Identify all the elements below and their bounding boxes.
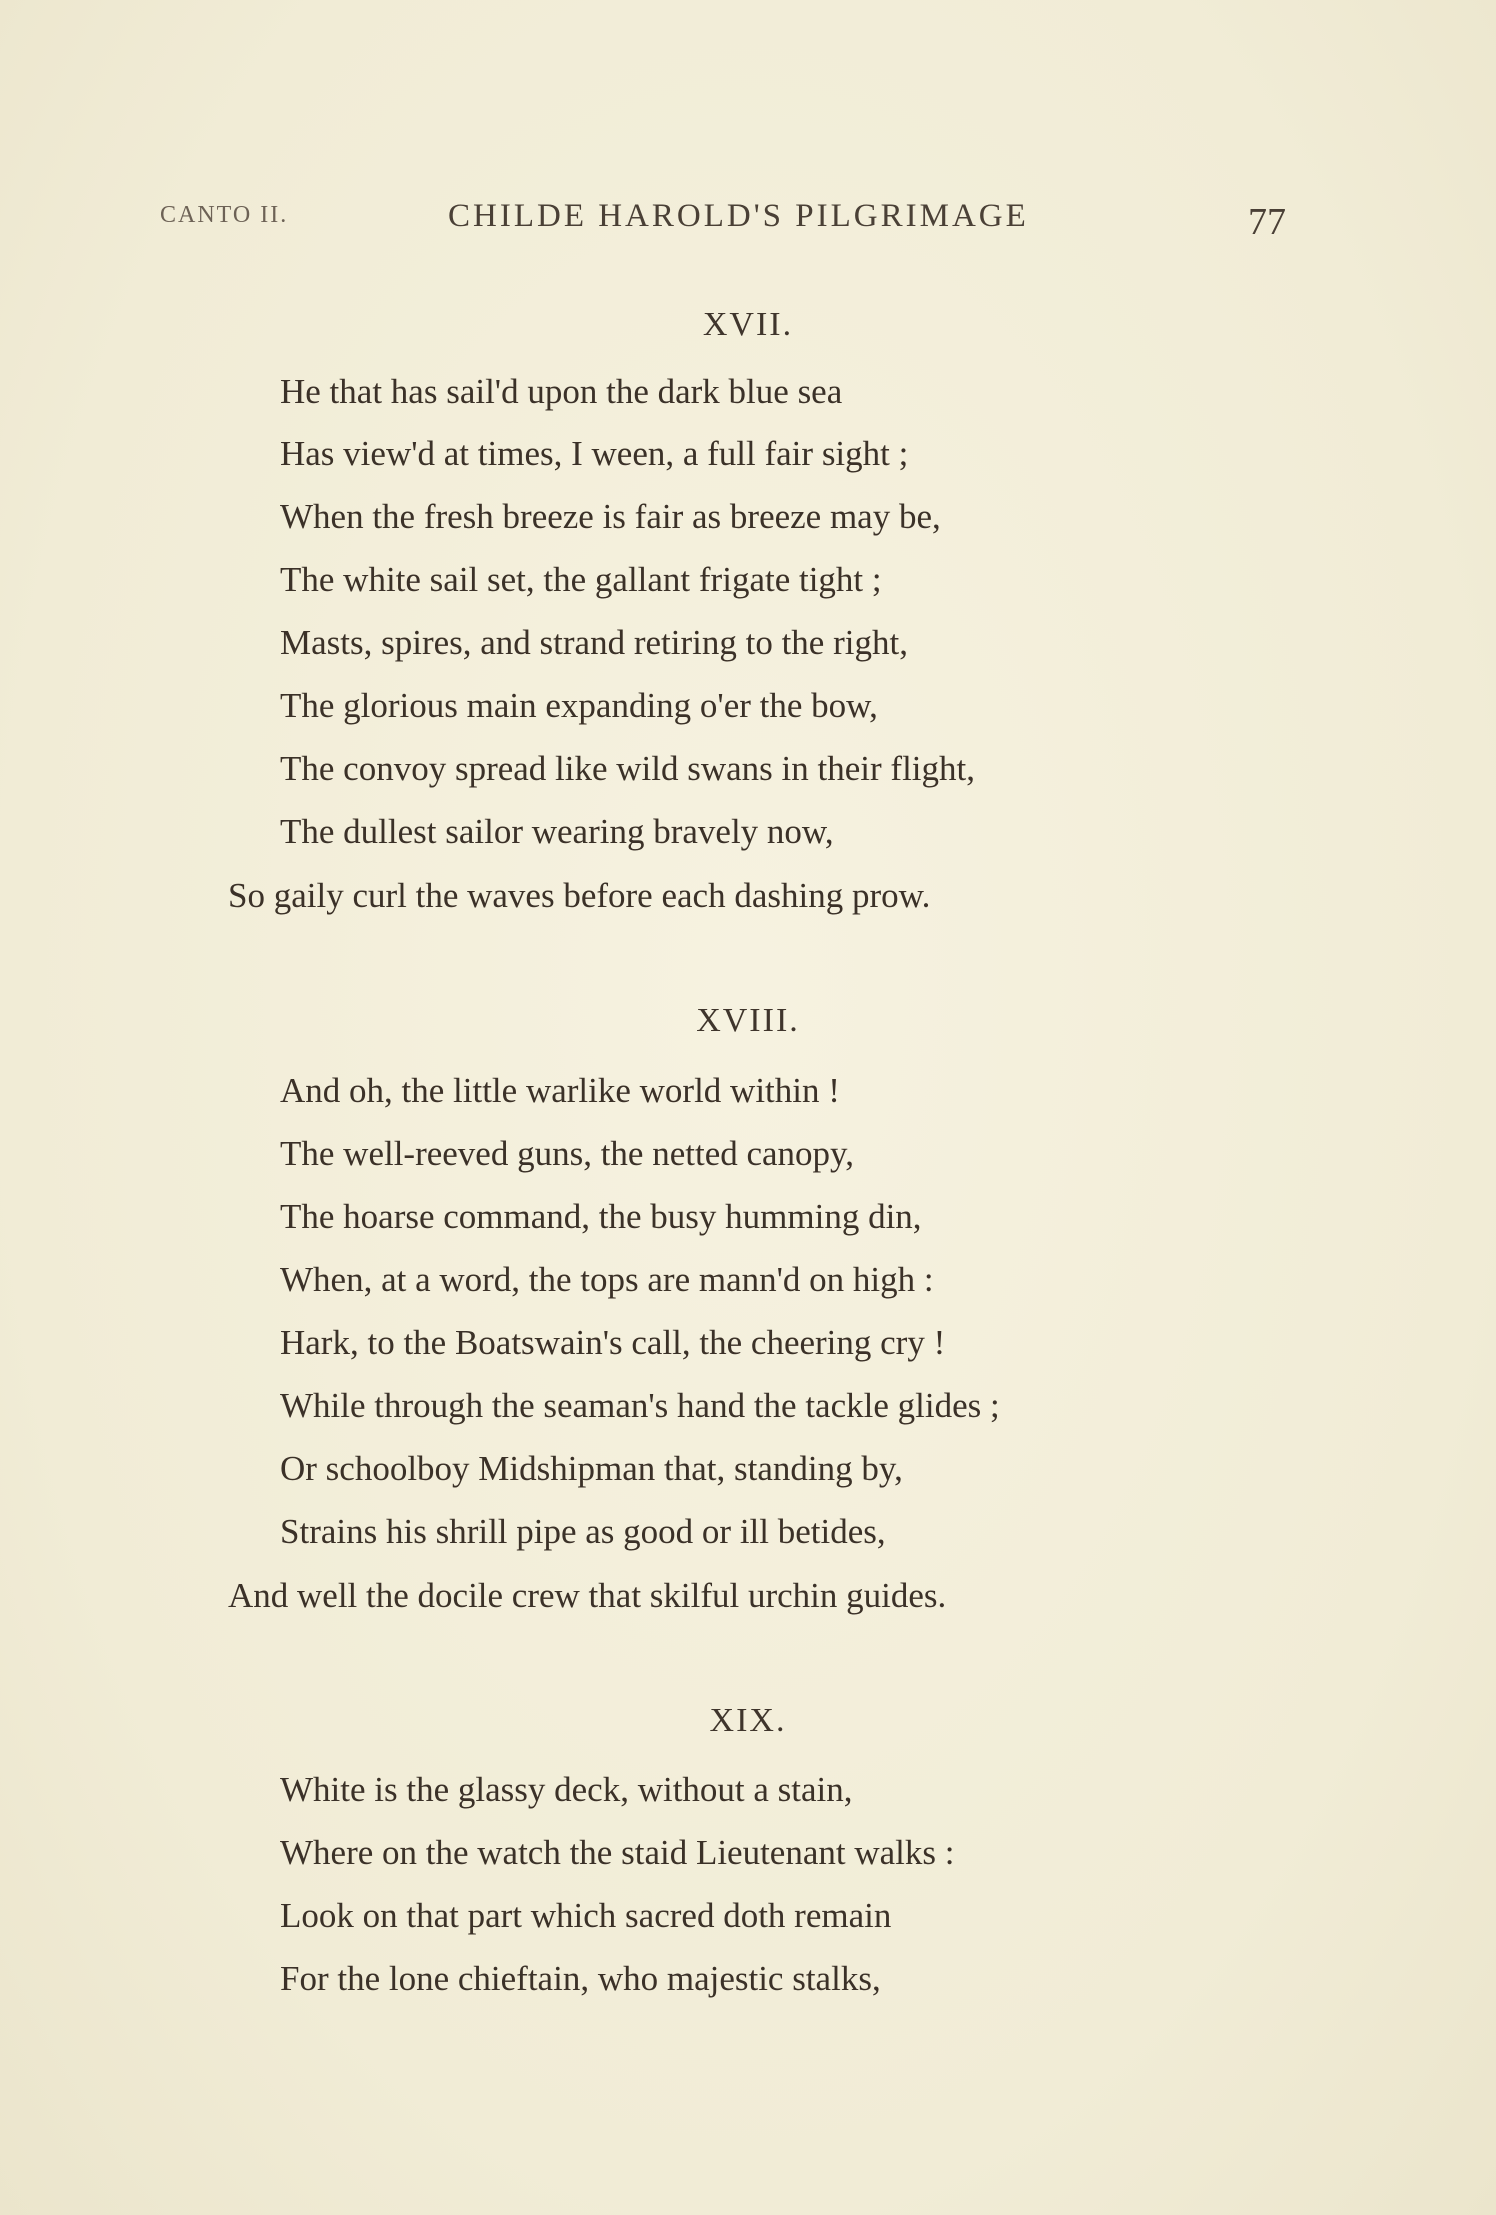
- verse-line: The well-reeved guns, the netted canopy,: [280, 1134, 855, 1173]
- canto-label: CANTO II.: [160, 202, 289, 228]
- verse-line: When the fresh breeze is fair as breeze may be,: [280, 497, 941, 536]
- verse-line: When, at a word, the tops are mann'd on high :: [280, 1260, 934, 1299]
- verse-line: And oh, the little warlike world within !: [280, 1071, 840, 1110]
- verse-line: He that has sail'd upon the dark blue sea: [280, 372, 843, 411]
- verse-line: Masts, spires, and strand retiring to the right,: [280, 623, 908, 662]
- verse-line: Look on that part which sacred doth remain: [280, 1896, 892, 1935]
- verse-line: So gaily curl the waves before each dashing prow.: [228, 876, 931, 915]
- verse-line: The hoarse command, the busy humming din,: [280, 1197, 922, 1236]
- stanza-number: XVII.: [702, 306, 794, 343]
- verse-line: Where on the watch the staid Lieutenant walks :: [280, 1833, 955, 1872]
- stanza-number: XVIII.: [696, 1002, 800, 1039]
- verse-line: The convoy spread like wild swans in their flight,: [280, 749, 975, 788]
- verse-line: For the lone chieftain, who majestic stalks,: [280, 1959, 881, 1998]
- verse-line: The glorious main expanding o'er the bow,: [280, 686, 878, 725]
- verse-line: The dullest sailor wearing bravely now,: [280, 812, 834, 851]
- verse-line: Hark, to the Boatswain's call, the cheering cry !: [280, 1323, 946, 1362]
- page-number: 77: [1248, 201, 1286, 243]
- stanza-number: XIX.: [709, 1702, 787, 1739]
- verse-line: Or schoolboy Midshipman that, standing by,: [280, 1449, 903, 1488]
- verse-line: Has view'd at times, I ween, a full fair sight ;: [280, 434, 909, 473]
- verse-line: Strains his shrill pipe as good or ill betides,: [280, 1512, 886, 1551]
- verse-line: White is the glassy deck, without a stain,: [280, 1770, 853, 1809]
- book-title: CHILDE HAROLD'S PILGRIMAGE: [448, 198, 1029, 234]
- verse-line: The white sail set, the gallant frigate tight ;: [280, 560, 882, 599]
- verse-line: While through the seaman's hand the tackle glides ;: [280, 1386, 1000, 1425]
- running-head: [0, 198, 1496, 248]
- verse-line: And well the docile crew that skilful urchin guides.: [228, 1576, 947, 1615]
